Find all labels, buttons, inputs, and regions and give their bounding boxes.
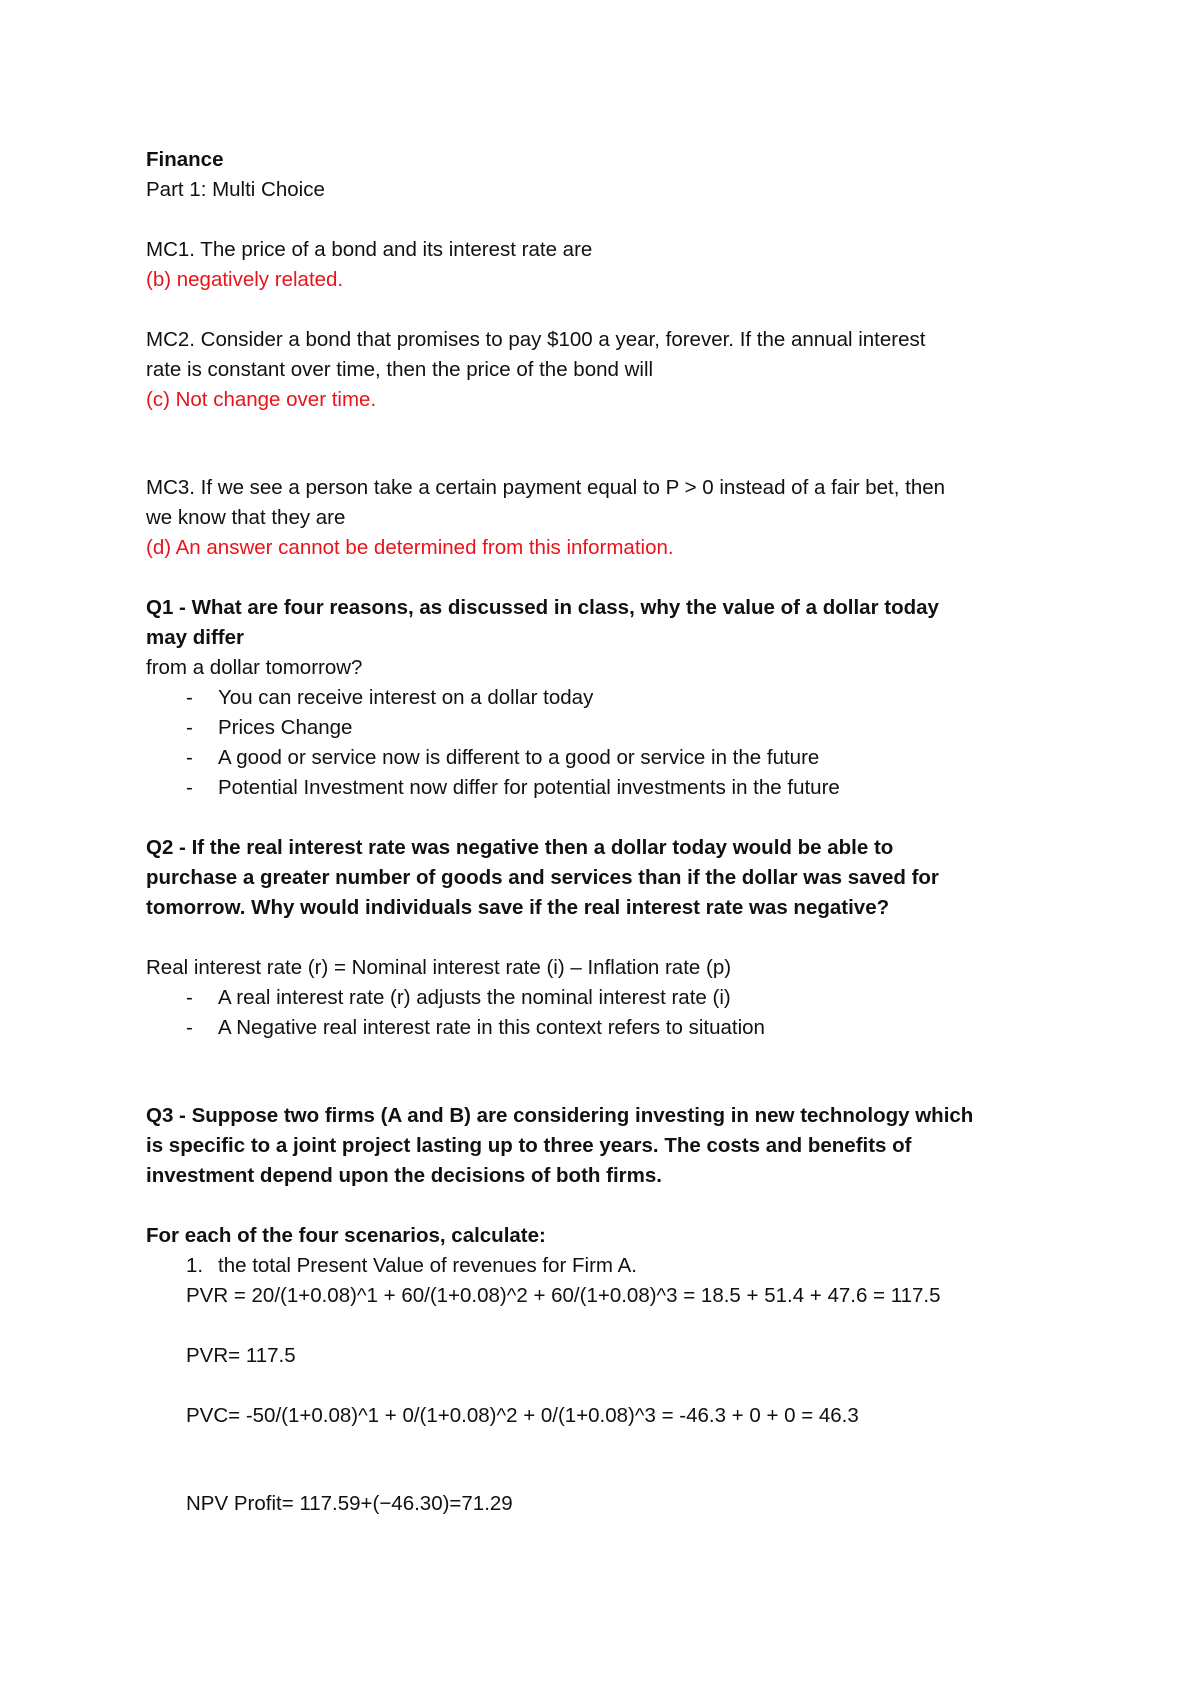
mc1-question: MC1. The price of a bond and its interest rate are xyxy=(146,238,593,261)
spacer xyxy=(146,1311,1076,1341)
q2-heading-line2: purchase a greater number of goods and services than if the dollar was saved for xyxy=(146,866,939,889)
spacer xyxy=(146,1191,1076,1221)
list-item: - Potential Investment now differ for potential investments in the future xyxy=(186,773,1076,803)
spacer xyxy=(146,923,1076,953)
spacer xyxy=(146,1043,1076,1101)
mc2-question-line2: rate is constant over time, then the price of the bond will xyxy=(146,358,654,381)
q2-bullet-list xyxy=(146,983,1076,1043)
spacer xyxy=(146,415,1076,473)
q1-continuation: from a dollar tomorrow? xyxy=(146,656,363,679)
spacer xyxy=(146,1371,1076,1401)
list-number: 1. xyxy=(186,1254,204,1277)
q2-heading-line3: tomorrow. Why would individuals save if the real interest rate was negative? xyxy=(146,896,890,919)
q1-heading-line2: may differ xyxy=(146,626,244,649)
list-item: - You can receive interest on a dollar today xyxy=(186,683,1076,713)
q3-numbered-list xyxy=(146,1251,1076,1281)
document-page xyxy=(146,145,1076,1519)
mc2-answer: (c) Not change over time. xyxy=(146,388,377,411)
q3-subheading: For each of the four scenarios, calculate: xyxy=(146,1224,546,1247)
q1-heading-line1: Q1 - What are four reasons, as discussed in class, why the value of a dollar today xyxy=(146,596,939,619)
document-title: Finance xyxy=(146,148,224,171)
list-item: - A good or service now is different to a good or service in the future xyxy=(186,743,1076,773)
spacer xyxy=(146,295,1076,325)
q3-heading-line1: Q3 - Suppose two firms (A and B) are considering investing in new technology which xyxy=(146,1104,974,1127)
list-item-text: the total Present Value of revenues for Firm A. xyxy=(218,1254,637,1277)
mc3-question-line1: MC3. If we see a person take a certain payment equal to P > 0 instead of a fair bet, then xyxy=(146,476,946,499)
list-item: - A real interest rate (r) adjusts the nominal interest rate (i) xyxy=(186,983,1076,1013)
spacer xyxy=(146,205,1076,235)
npv-profit: NPV Profit= 117.59+(−46.30)=71.29 xyxy=(186,1492,513,1515)
q2-heading-line1: Q2 - If the real interest rate was negative then a dollar today would be able to xyxy=(146,836,894,859)
list-item xyxy=(186,1251,1076,1281)
spacer xyxy=(146,563,1076,593)
pvr-result: PVR= 117.5 xyxy=(186,1344,296,1367)
list-item: - A Negative real interest rate in this context refers to situation xyxy=(186,1013,1076,1043)
spacer xyxy=(146,1431,1076,1489)
part-heading: Part 1: Multi Choice xyxy=(146,178,325,201)
q3-heading-line2: is specific to a joint project lasting up to three years. The costs and benefits of xyxy=(146,1134,912,1157)
pvc-calculation: PVC= -50/(1+0.08)^1 + 0/(1+0.08)^2 + 0/(1+0.08)^3 = -46.3 + 0 + 0 = 46.3 xyxy=(186,1404,859,1427)
q2-formula: Real interest rate (r) = Nominal interest rate (i) – Inflation rate (p) xyxy=(146,956,732,979)
mc3-question-line2: we know that they are xyxy=(146,506,346,529)
mc3-answer: (d) An answer cannot be determined from this information. xyxy=(146,536,674,559)
mc2-question-line1: MC2. Consider a bond that promises to pay $100 a year, forever. If the annual interest xyxy=(146,328,926,351)
q3-heading-line3: investment depend upon the decisions of both firms. xyxy=(146,1164,662,1187)
list-item: - Prices Change xyxy=(186,713,1076,743)
mc1-answer: (b) negatively related. xyxy=(146,268,344,291)
pvr-calculation: PVR = 20/(1+0.08)^1 + 60/(1+0.08)^2 + 60/(1+0.08)^3 = 18.5 + 51.4 + 47.6 = 117.5 xyxy=(186,1284,941,1307)
q1-bullet-list xyxy=(146,683,1076,803)
spacer xyxy=(146,803,1076,833)
